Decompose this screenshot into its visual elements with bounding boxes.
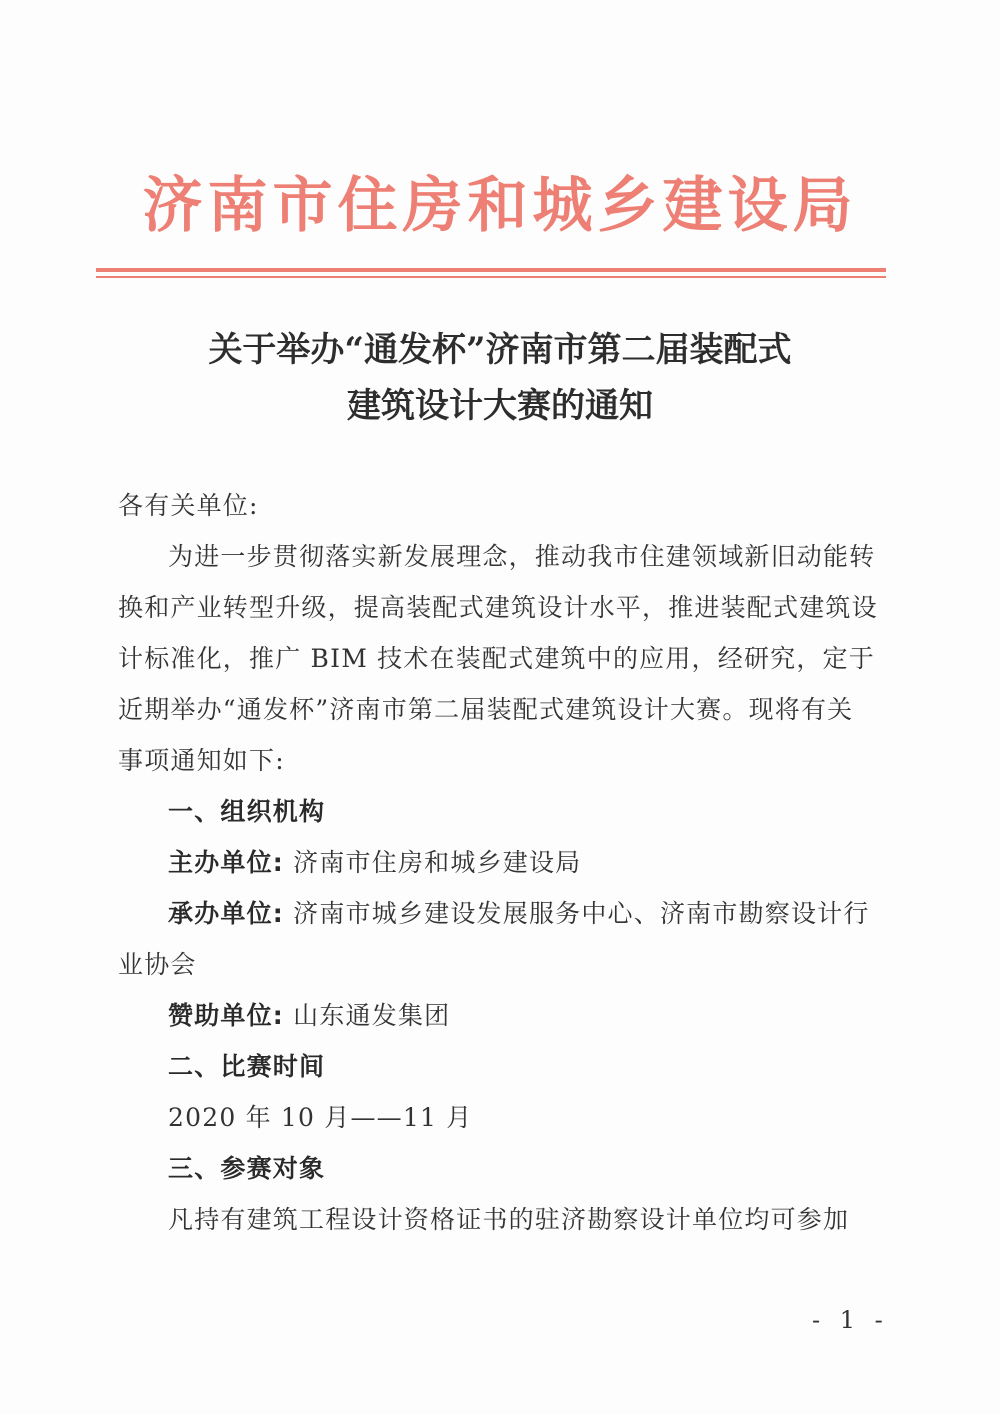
- letterhead-red-rule-thick: [96, 268, 886, 272]
- intro-paragraph: 为进一步贯彻落实新发展理念，推动我市住建领域新旧动能转换和产业转型升级，提高装配式建筑设计水平，推进装配式建筑设计标准化，推广 BIM 技术在装配式建筑中的应用，经研究，定于近期举办“通发杯”济南市第二届装配式建筑设计大赛。现将有关事项通知如下:: [118, 542, 878, 775]
- sponsor-unit-line: [118, 990, 878, 1041]
- notice-title: [0, 322, 1000, 434]
- notice-title-line-2: 建筑设计大赛的通知: [347, 386, 653, 426]
- organizer-unit-value: 济南市城乡建设发展服务中心、济南市勘察设计行业协会: [118, 899, 870, 979]
- letterhead-red-rule-thin: [96, 276, 886, 278]
- host-unit-line: [118, 837, 878, 888]
- notice-title-line-1: 关于举办“通发杯”济南市第二届装配式: [208, 330, 792, 370]
- host-unit-label: 主办单位:: [168, 848, 284, 877]
- section-3-heading: 三、参赛对象: [168, 1154, 326, 1183]
- page-number: - 1 -: [812, 1306, 889, 1334]
- salutation: 各有关单位:: [118, 491, 259, 520]
- letterhead-org-name: 济南市住房和城乡建设局: [142, 171, 858, 241]
- section-2-content: 2020 年 10 月——11 月: [168, 1103, 473, 1132]
- section-2-heading: 二、比赛时间: [168, 1052, 326, 1081]
- section-3-content: 凡持有建筑工程设计资格证书的驻济勘察设计单位均可参加: [168, 1205, 850, 1234]
- organizer-unit-line: [118, 888, 878, 990]
- host-unit-value: 济南市住房和城乡建设局: [284, 848, 582, 877]
- organizer-unit-label: 承办单位:: [168, 899, 284, 928]
- notice-body: [118, 480, 878, 1245]
- section-1-heading: 一、组织机构: [168, 797, 326, 826]
- sponsor-unit-value: 山东通发集团: [284, 1001, 451, 1030]
- sponsor-unit-label: 赞助单位:: [168, 1001, 284, 1030]
